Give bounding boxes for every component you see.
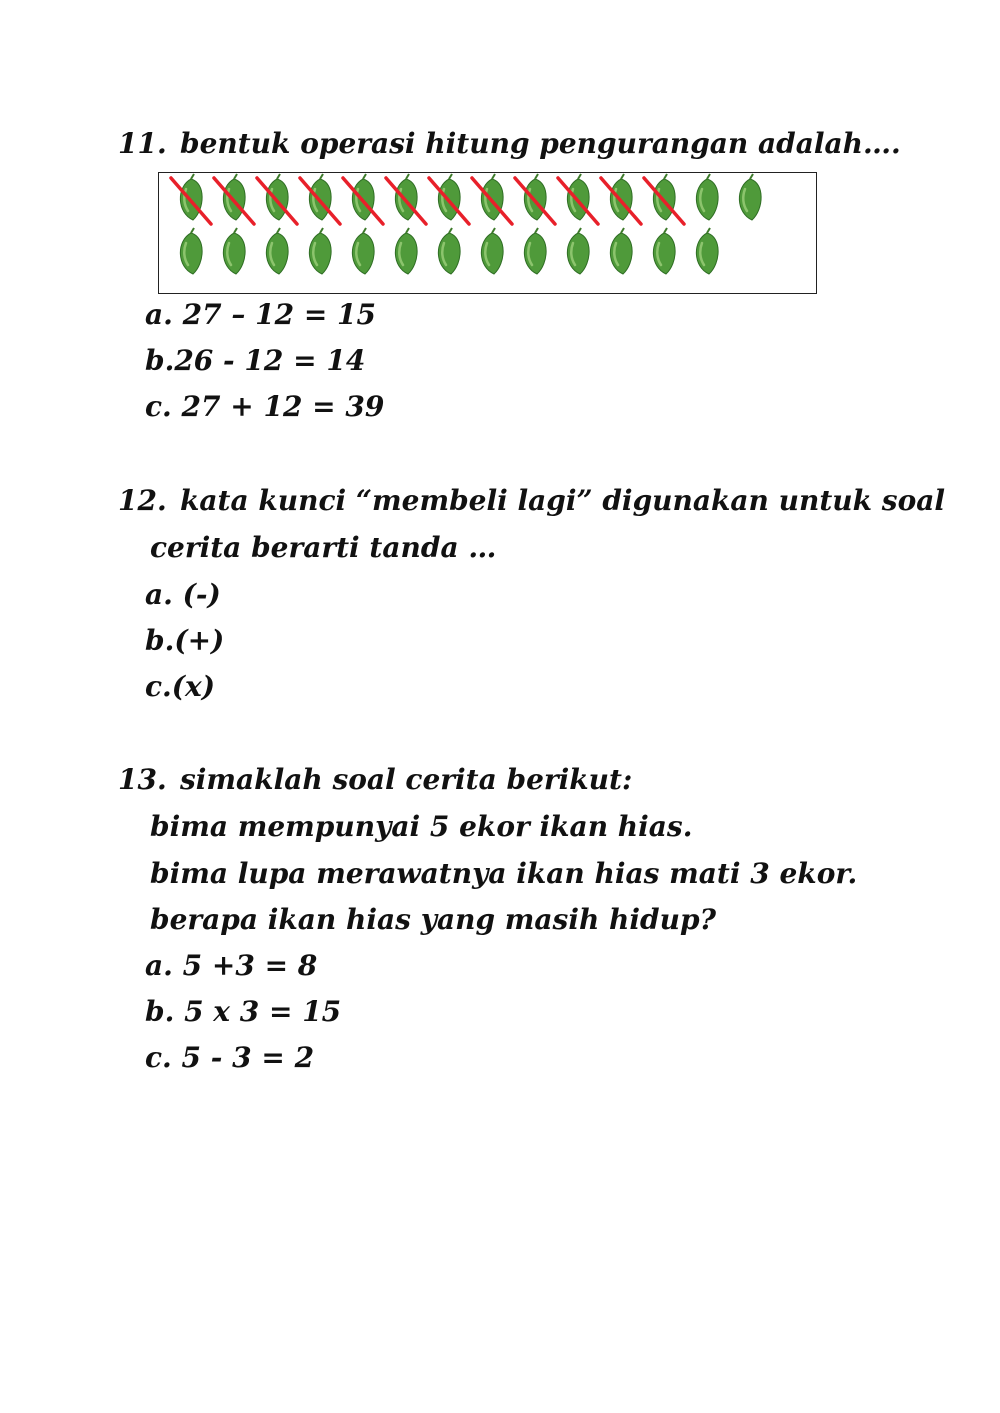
fruit-icon	[395, 174, 417, 220]
fruit-icon	[309, 228, 331, 274]
question-12-prompt	[118, 483, 945, 519]
option-label: c.	[145, 390, 172, 423]
option-label: a.	[145, 949, 173, 982]
option-text: (-)	[182, 578, 221, 611]
option-text: (+)	[174, 624, 225, 657]
story-line-1: bima mempunyai 5 ekor ikan hias.	[150, 810, 693, 843]
fruit-icon	[352, 174, 374, 220]
question-13-prompt	[118, 762, 632, 798]
question-11-option-a[interactable]	[145, 297, 376, 333]
fruit-icon	[610, 174, 632, 220]
option-label: a.	[145, 298, 173, 331]
fruit-icon	[567, 228, 589, 274]
option-label: a.	[145, 578, 173, 611]
question-13-option-b[interactable]	[145, 994, 341, 1030]
option-text: 27 – 12 = 15	[182, 298, 376, 331]
option-label: b.	[145, 344, 175, 377]
fruit-icon	[395, 228, 417, 274]
fruit-icon	[266, 228, 288, 274]
option-text: 5 - 3 = 2	[181, 1041, 315, 1074]
fruit-picture-box	[158, 172, 817, 294]
fruit-icon	[696, 228, 718, 274]
question-13-option-c[interactable]	[145, 1040, 314, 1076]
option-label: b.	[145, 995, 175, 1028]
story-line-2: bima lupa merawatnya ikan hias mati 3 ekor.	[150, 857, 858, 890]
fruit-icon	[524, 228, 546, 274]
option-label: b.	[145, 624, 175, 657]
question-13-number: 13.	[118, 763, 167, 796]
fruit-icon	[223, 174, 245, 220]
story-line-3: berapa ikan hias yang masih hidup?	[150, 903, 716, 936]
question-12-text: kata kunci “membeli lagi” digunakan untuk soal	[180, 484, 946, 517]
fruit-icon	[309, 174, 331, 220]
option-text: 5 +3 = 8	[182, 949, 318, 982]
option-text: 26 - 12 = 14	[174, 344, 366, 377]
fruit-icon	[739, 174, 761, 220]
fruit-icon	[438, 228, 460, 274]
question-11-prompt	[118, 126, 901, 162]
fruit-icon	[180, 174, 202, 220]
option-label: c.	[145, 1041, 172, 1074]
question-12-option-a[interactable]	[145, 577, 221, 613]
question-12-option-b[interactable]	[145, 623, 224, 659]
question-11-text: bentuk operasi hitung pengurangan adalah….	[180, 127, 901, 160]
question-11-option-b[interactable]	[145, 343, 365, 379]
fruit-icon	[266, 174, 288, 220]
option-label: c.	[145, 670, 172, 703]
fruit-icon	[524, 174, 546, 220]
fruit-icon	[653, 228, 675, 274]
fruit-icon	[567, 174, 589, 220]
fruit-icon	[180, 228, 202, 274]
fruit-illustration	[159, 173, 818, 295]
option-text: (x)	[171, 670, 215, 703]
question-12-option-c[interactable]	[145, 669, 215, 705]
fruit-icon	[481, 174, 503, 220]
question-11-number: 11.	[118, 127, 167, 160]
question-13-option-a[interactable]	[145, 948, 317, 984]
fruit-icon	[610, 228, 632, 274]
fruit-icon	[352, 228, 374, 274]
fruit-icon	[696, 174, 718, 220]
question-13-text: simaklah soal cerita berikut:	[180, 763, 633, 796]
fruit-icon	[438, 174, 460, 220]
question-12-prompt-continued: cerita berarti tanda …	[150, 531, 497, 564]
fruit-icon	[653, 174, 675, 220]
option-text: 5 x 3 = 15	[184, 995, 342, 1028]
option-text: 27 + 12 = 39	[181, 390, 385, 423]
fruit-icon	[223, 228, 245, 274]
question-12-number: 12.	[118, 484, 167, 517]
fruit-icon	[481, 228, 503, 274]
question-11-option-c[interactable]	[145, 389, 384, 425]
